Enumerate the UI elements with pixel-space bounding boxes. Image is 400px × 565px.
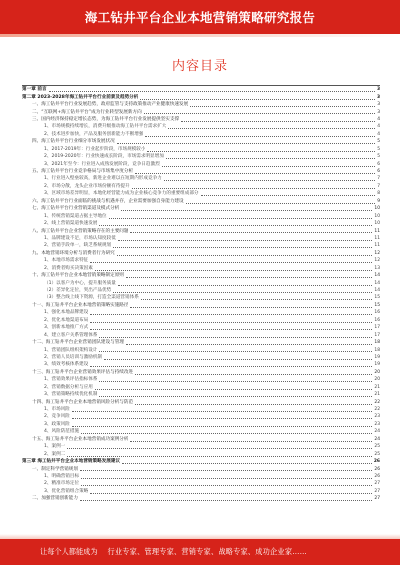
toc-entry[interactable] — [22, 190, 380, 197]
toc-entry-page: 10 — [374, 206, 380, 212]
toc-entry-page: 16 — [374, 310, 380, 316]
toc-entry[interactable] — [22, 480, 380, 487]
toc-entry-label: 3、2021年至今：行业进入成熟发展阶段，竞争日趋激烈 — [44, 161, 160, 167]
toc-entry-label: 1、案例一 — [44, 444, 66, 450]
toc-entry-page: 27 — [374, 481, 380, 487]
toc-entry-label: 3、优化营销组合策略 — [44, 488, 89, 494]
toc-leader-dots — [67, 456, 372, 457]
table-of-contents — [22, 86, 380, 503]
toc-entry[interactable] — [22, 101, 380, 108]
toc-entry-label: 十、海工钻井平台企业本地营销策略制定原则 — [32, 273, 124, 279]
toc-leader-dots — [135, 374, 372, 375]
toc-entry-label: 1、传统营销渠道占据主导地位 — [44, 213, 107, 219]
toc-entry-label: 第三章 海工钻井平台企业本地营销策略发展建议 — [22, 459, 121, 465]
toc-entry[interactable] — [22, 279, 380, 286]
toc-entry-page: 19 — [374, 354, 380, 360]
toc-entry-page: 6 — [377, 161, 380, 167]
toc-entry[interactable] — [22, 116, 380, 123]
toc-leader-dots — [99, 396, 372, 397]
toc-entry-label: 1、品牌建设不足，市场认知度较低 — [44, 235, 116, 241]
toc-leader-dots — [126, 277, 373, 278]
toc-leader-dots — [135, 404, 372, 405]
toc-leader-dots — [90, 322, 372, 323]
toc-leader-dots — [81, 485, 372, 486]
toc-leader-dots — [130, 232, 372, 233]
toc-entry-page: 20 — [374, 377, 380, 383]
toc-leader-dots — [135, 173, 375, 174]
toc-entry-page: 4 — [377, 124, 380, 130]
toc-entry[interactable] — [22, 198, 380, 205]
toc-leader-dots — [162, 166, 376, 167]
toc-entry-page: 11 — [374, 243, 380, 249]
toc-entry-label: 2、消费者购买决策因素 — [44, 265, 93, 271]
toc-entry[interactable] — [22, 361, 380, 368]
toc-entry-page: 3 — [376, 87, 380, 93]
toc-entry-label: 第一章 前言 — [22, 87, 47, 93]
toc-leader-dots — [95, 389, 373, 390]
toc-entry[interactable] — [22, 473, 380, 480]
toc-entry-label: 2、2019-2020年：行业快速成长阶段，市场需求明显增加 — [44, 154, 164, 160]
toc-entry[interactable] — [22, 108, 380, 115]
toc-entry-label: 2、技术进步加快，产品及服务创新能力不断增强 — [44, 131, 144, 137]
toc-entry-label: 十五、海工钻井平台企业本地营销成功案例分析 — [32, 436, 129, 442]
toc-entry-page: 26 — [374, 466, 380, 472]
toc-entry-label: 六、海工钻井平台行业面临的挑战与机遇并存，企业需要加强自身能力建设 — [32, 198, 184, 204]
toc-entry-page: 25 — [374, 451, 380, 457]
toc-entry-label: 1、营销效果评估指标体系 — [44, 377, 98, 383]
toc-leader-dots — [90, 366, 372, 367]
toc-entry-page: 10 — [374, 213, 380, 219]
report-title: 海工钻井平台企业本地营销策略研究报告 — [84, 10, 316, 25]
toc-leader-dots — [90, 262, 372, 263]
toc-entry[interactable] — [22, 443, 380, 450]
toc-leader-dots — [190, 106, 375, 107]
toc-entry[interactable] — [22, 428, 380, 435]
toc-entry-page: 24 — [374, 436, 380, 442]
toc-entry[interactable] — [22, 146, 380, 153]
toc-entry-label: 2、精准市场定位 — [44, 481, 80, 487]
toc-entry-label: 3、政策风险 — [44, 421, 70, 427]
toc-entry-label: 2、线上营销渠道快速发展 — [44, 221, 98, 227]
toc-entry[interactable] — [22, 398, 380, 405]
toc-entry[interactable] — [22, 309, 380, 316]
toc-entry[interactable] — [22, 93, 380, 100]
toc-entry-label: 4、建立客户关系管理体系 — [44, 332, 98, 338]
toc-entry-page: 4 — [377, 116, 380, 122]
toc-entry-label: 1、强化本地品牌建设 — [44, 310, 89, 316]
toc-entry-label: 1、市场规模持续增长，消费升级推动海工钻井平台需求扩大 — [44, 124, 167, 130]
footer-bar — [0, 539, 400, 565]
toc-entry[interactable] — [22, 257, 380, 264]
toc-leader-dots — [130, 441, 372, 442]
toc-entry-page: 19 — [374, 362, 380, 368]
toc-leader-dots — [90, 329, 372, 330]
toc-entry-page: 3 — [377, 102, 380, 108]
toc-leader-dots — [140, 99, 375, 100]
toc-leader-dots — [145, 136, 375, 137]
toc-entry-page: 14 — [374, 280, 380, 286]
toc-entry[interactable] — [22, 421, 380, 428]
toc-entry-label: 2、竞争风险 — [44, 414, 70, 420]
toc-entry-page: 14 — [374, 273, 380, 279]
toc-entry-label: 4、风险防范措施 — [44, 429, 80, 435]
toc-entry-page: 21 — [374, 392, 380, 398]
toc-leader-dots — [122, 463, 372, 464]
toc-entry-label: 2、市场分散，龙头企业市场份额有待提升 — [44, 183, 130, 189]
toc-entry-page: 3 — [376, 94, 380, 100]
toc-entry-page: 15 — [374, 295, 380, 301]
toc-leader-dots — [67, 448, 372, 449]
toc-leader-dots — [141, 299, 373, 300]
toc-entry-page: 7 — [377, 183, 380, 189]
toc-entry[interactable] — [22, 242, 380, 249]
toc-leader-dots — [80, 500, 372, 501]
toc-entry[interactable] — [22, 287, 380, 294]
toc-entry[interactable] — [22, 138, 380, 145]
toc-entry-page: 23 — [374, 421, 380, 427]
toc-entry[interactable] — [22, 294, 380, 301]
toc-entry[interactable] — [22, 265, 380, 272]
toc-leader-dots — [80, 470, 372, 471]
toc-entry-page: 3 — [377, 109, 380, 115]
toc-entry-label: 五、海工钻井平台行业竞争格局与市场集中度分析 — [32, 169, 134, 175]
toc-leader-dots — [130, 307, 372, 308]
toc-entry-page: 12 — [374, 250, 380, 256]
toc-entry-page: 4 — [377, 131, 380, 137]
toc-leader-dots — [109, 218, 373, 219]
toc-entry-page: 8 — [377, 191, 380, 197]
toc-entry-page: 26 — [374, 473, 380, 479]
toc-entry[interactable] — [22, 495, 380, 502]
toc-entry-label: 三、国内经济保持稳定增长态势，为海工钻井平台行业发展提供坚实支撑 — [32, 116, 180, 122]
toc-entry-page: 27 — [374, 496, 380, 502]
toc-entry-page: 22 — [374, 399, 380, 405]
toc-entry-page: 5 — [377, 139, 380, 145]
toc-leader-dots — [90, 493, 372, 494]
toc-entry-page: 7 — [377, 176, 380, 182]
toc-leader-dots — [72, 426, 373, 427]
toc-entry-page: 17 — [374, 325, 380, 331]
toc-leader-dots — [95, 270, 373, 271]
toc-leader-dots — [132, 188, 376, 189]
toc-entry-label: （1）以客户为中心，提升服务质量 — [44, 280, 116, 286]
toc-entry-page: 5 — [377, 154, 380, 160]
toc-entry[interactable] — [22, 183, 380, 190]
toc-entry-page: 14 — [374, 288, 380, 294]
toc-leader-dots — [147, 151, 375, 152]
toc-entry[interactable] — [22, 235, 380, 242]
toc-entry-label: 七、海工钻井平台行业营销渠道及模式分析 — [32, 206, 120, 212]
toc-leader-dots — [104, 359, 372, 360]
toc-leader-dots — [164, 180, 375, 181]
toc-leader-dots — [181, 121, 375, 122]
toc-leader-dots — [117, 143, 376, 144]
toc-entry-page: 20 — [374, 369, 380, 375]
toc-entry-label: 二、加强营销创新能力 — [32, 496, 78, 502]
toc-leader-dots — [81, 433, 372, 434]
toc-entry-label: 二、“互联网+海工钻井平台”成为行业转型发展新方向 — [32, 109, 142, 115]
toc-leader-dots — [144, 113, 376, 114]
toc-entry-label: 2、营销数据分析与应用 — [44, 384, 93, 390]
toc-entry[interactable] — [22, 413, 380, 420]
toc-entry-page: 23 — [374, 414, 380, 420]
toc-entry-label: 1、本地市场需求特征 — [44, 258, 89, 264]
toc-entry-label: 八、海工钻井平台企业营销策略存在的主要问题 — [32, 228, 129, 234]
toc-entry-label: 十四、海工钻井平台企业本地营销风险分析与防范 — [32, 399, 134, 405]
toc-entry[interactable] — [22, 465, 380, 472]
toc-entry-label: （3）整合线上线下资源，打造全渠道营销体系 — [44, 295, 139, 301]
toc-entry-label: 第二章 2023-2028年海工钻井平台行业前景及趋势分析 — [22, 94, 139, 100]
toc-entry-page: 11 — [374, 228, 380, 234]
toc-entry-label: 1、2017-2019年：行业起步阶段，市场规模较小 — [44, 146, 146, 152]
toc-entry-label: 十二、海工钻井平台企业营销团队建设与管理 — [32, 340, 124, 346]
toc-entry-label: 1、市场风险 — [44, 407, 70, 413]
toc-entry[interactable] — [22, 331, 380, 338]
toc-entry-label: 2、营销手段单一，缺乏系统规划 — [44, 243, 112, 249]
toc-heading: 内容目录 — [171, 59, 228, 74]
toc-entry[interactable] — [22, 175, 380, 182]
toc-entry-page: 18 — [374, 347, 380, 353]
toc-leader-dots — [126, 344, 373, 345]
toc-entry[interactable] — [22, 131, 380, 138]
toc-entry-page: 15 — [374, 302, 380, 308]
toc-leader-dots — [72, 418, 373, 419]
toc-leader-dots — [118, 285, 373, 286]
toc-entry[interactable] — [22, 250, 380, 257]
toc-entry[interactable] — [22, 384, 380, 391]
toc-entry-label: 2、案例二 — [44, 451, 66, 457]
toc-leader-dots — [99, 337, 372, 338]
toc-entry-page: 22 — [374, 407, 380, 413]
toc-leader-dots — [121, 210, 372, 211]
toc-entry[interactable] — [22, 86, 380, 93]
toc-entry[interactable] — [22, 227, 380, 234]
toc-entry-page: 6 — [377, 169, 380, 175]
toc-entry[interactable] — [22, 160, 380, 167]
toc-entry[interactable] — [22, 346, 380, 353]
toc-entry-label: 一、制定科学营销规划 — [32, 466, 78, 472]
toc-entry-page: 26 — [373, 459, 380, 465]
toc-leader-dots — [72, 411, 373, 412]
toc-entry[interactable] — [22, 376, 380, 383]
toc-entry[interactable] — [22, 168, 380, 175]
toc-entry-label: 十一、海工钻井平台企业本地营销策略实施路径 — [32, 302, 129, 308]
toc-entry[interactable] — [22, 212, 380, 219]
toc-entry-label: 四、海工钻井平台行业细分市场发展状况 — [32, 139, 115, 145]
toc-entry-page: 5 — [377, 146, 380, 152]
toc-entry-label: 一、海工钻井平台行业发展趋势，政府监管与支持政策推动产业健康快速发展 — [32, 102, 189, 108]
toc-entry-page: 27 — [374, 488, 380, 494]
toc-entry[interactable] — [22, 302, 380, 309]
toc-entry-page: 24 — [374, 429, 380, 435]
toc-leader-dots — [118, 240, 373, 241]
toc-entry-page: 25 — [374, 444, 380, 450]
toc-entry-label: 九、本地营销环境分析与消费者行为研究 — [32, 250, 115, 256]
toc-entry[interactable] — [22, 369, 380, 376]
toc-entry[interactable] — [22, 324, 380, 331]
toc-entry-page: 16 — [374, 317, 380, 323]
toc-entry[interactable] — [22, 220, 380, 227]
toc-entry-label: 3、区域市场差异明显，本地化经营能力成为企业核心竞争力的重要组成部分 — [44, 191, 199, 197]
toc-entry-label: 1、行业进入壁垒较高，新进企业难以在短期内形成竞争力 — [44, 176, 162, 182]
toc-entry[interactable] — [22, 153, 380, 160]
toc-entry-label: 3、创新本地推广方式 — [44, 325, 89, 331]
toc-entry[interactable] — [22, 406, 380, 413]
toc-entry-page: 10 — [374, 221, 380, 227]
toc-entry-page: 18 — [374, 340, 380, 346]
toc-entry[interactable] — [22, 339, 380, 346]
footer-roles: 行业专家、管理专家、营销专家、战略专家、成功企业家…… — [107, 547, 307, 556]
toc-entry-label: 1、营销团队组织架构设计 — [44, 347, 98, 353]
toc-entry-label: 3、绩效考核体系建设 — [44, 362, 89, 368]
toc-entry-label: 2、优化本地渠道布局 — [44, 317, 89, 323]
toc-leader-dots — [117, 255, 373, 256]
toc-leader-dots — [49, 91, 375, 92]
toc-entry[interactable] — [22, 488, 380, 495]
toc-entry[interactable] — [22, 205, 380, 212]
footer-tagline: 让每个人都能成为 — [40, 547, 98, 556]
toc-entry[interactable] — [22, 436, 380, 443]
toc-entry-page: 17 — [374, 332, 380, 338]
report-header — [0, 0, 400, 34]
toc-entry-label: 1、明确营销目标 — [44, 473, 80, 479]
toc-leader-dots — [99, 351, 372, 352]
toc-entry[interactable] — [22, 354, 380, 361]
toc-leader-dots — [113, 247, 372, 248]
toc-entry-page: 11 — [374, 235, 380, 241]
toc-entry-label: 3、营销策略持续优化机制 — [44, 392, 98, 398]
toc-entry[interactable] — [22, 272, 380, 279]
toc-leader-dots — [81, 478, 372, 479]
toc-leader-dots — [90, 314, 372, 315]
toc-leader-dots — [99, 225, 372, 226]
toc-entry[interactable] — [22, 317, 380, 324]
toc-entry-page: 13 — [374, 265, 380, 271]
toc-entry[interactable] — [22, 123, 380, 130]
toc-leader-dots — [99, 381, 372, 382]
toc-leader-dots — [201, 195, 376, 196]
toc-entry[interactable] — [22, 450, 380, 457]
toc-leader-dots — [186, 203, 376, 204]
toc-entry-label: 十三、海工钻井平台企业营销效果评估与持续改进 — [32, 369, 134, 375]
toc-entry-page: 12 — [374, 258, 380, 264]
toc-entry[interactable] — [22, 458, 380, 465]
header-accent-line — [0, 34, 400, 37]
toc-entry-label: （2）差异化定位，突出产品优势 — [44, 288, 112, 294]
toc-leader-dots — [166, 158, 375, 159]
toc-entry-page: 9 — [377, 198, 380, 204]
toc-entry-page: 21 — [374, 384, 380, 390]
toc-leader-dots — [113, 292, 372, 293]
toc-entry-label: 2、营销人员培训与激励机制 — [44, 354, 103, 360]
toc-leader-dots — [168, 128, 375, 129]
toc-entry[interactable] — [22, 391, 380, 398]
